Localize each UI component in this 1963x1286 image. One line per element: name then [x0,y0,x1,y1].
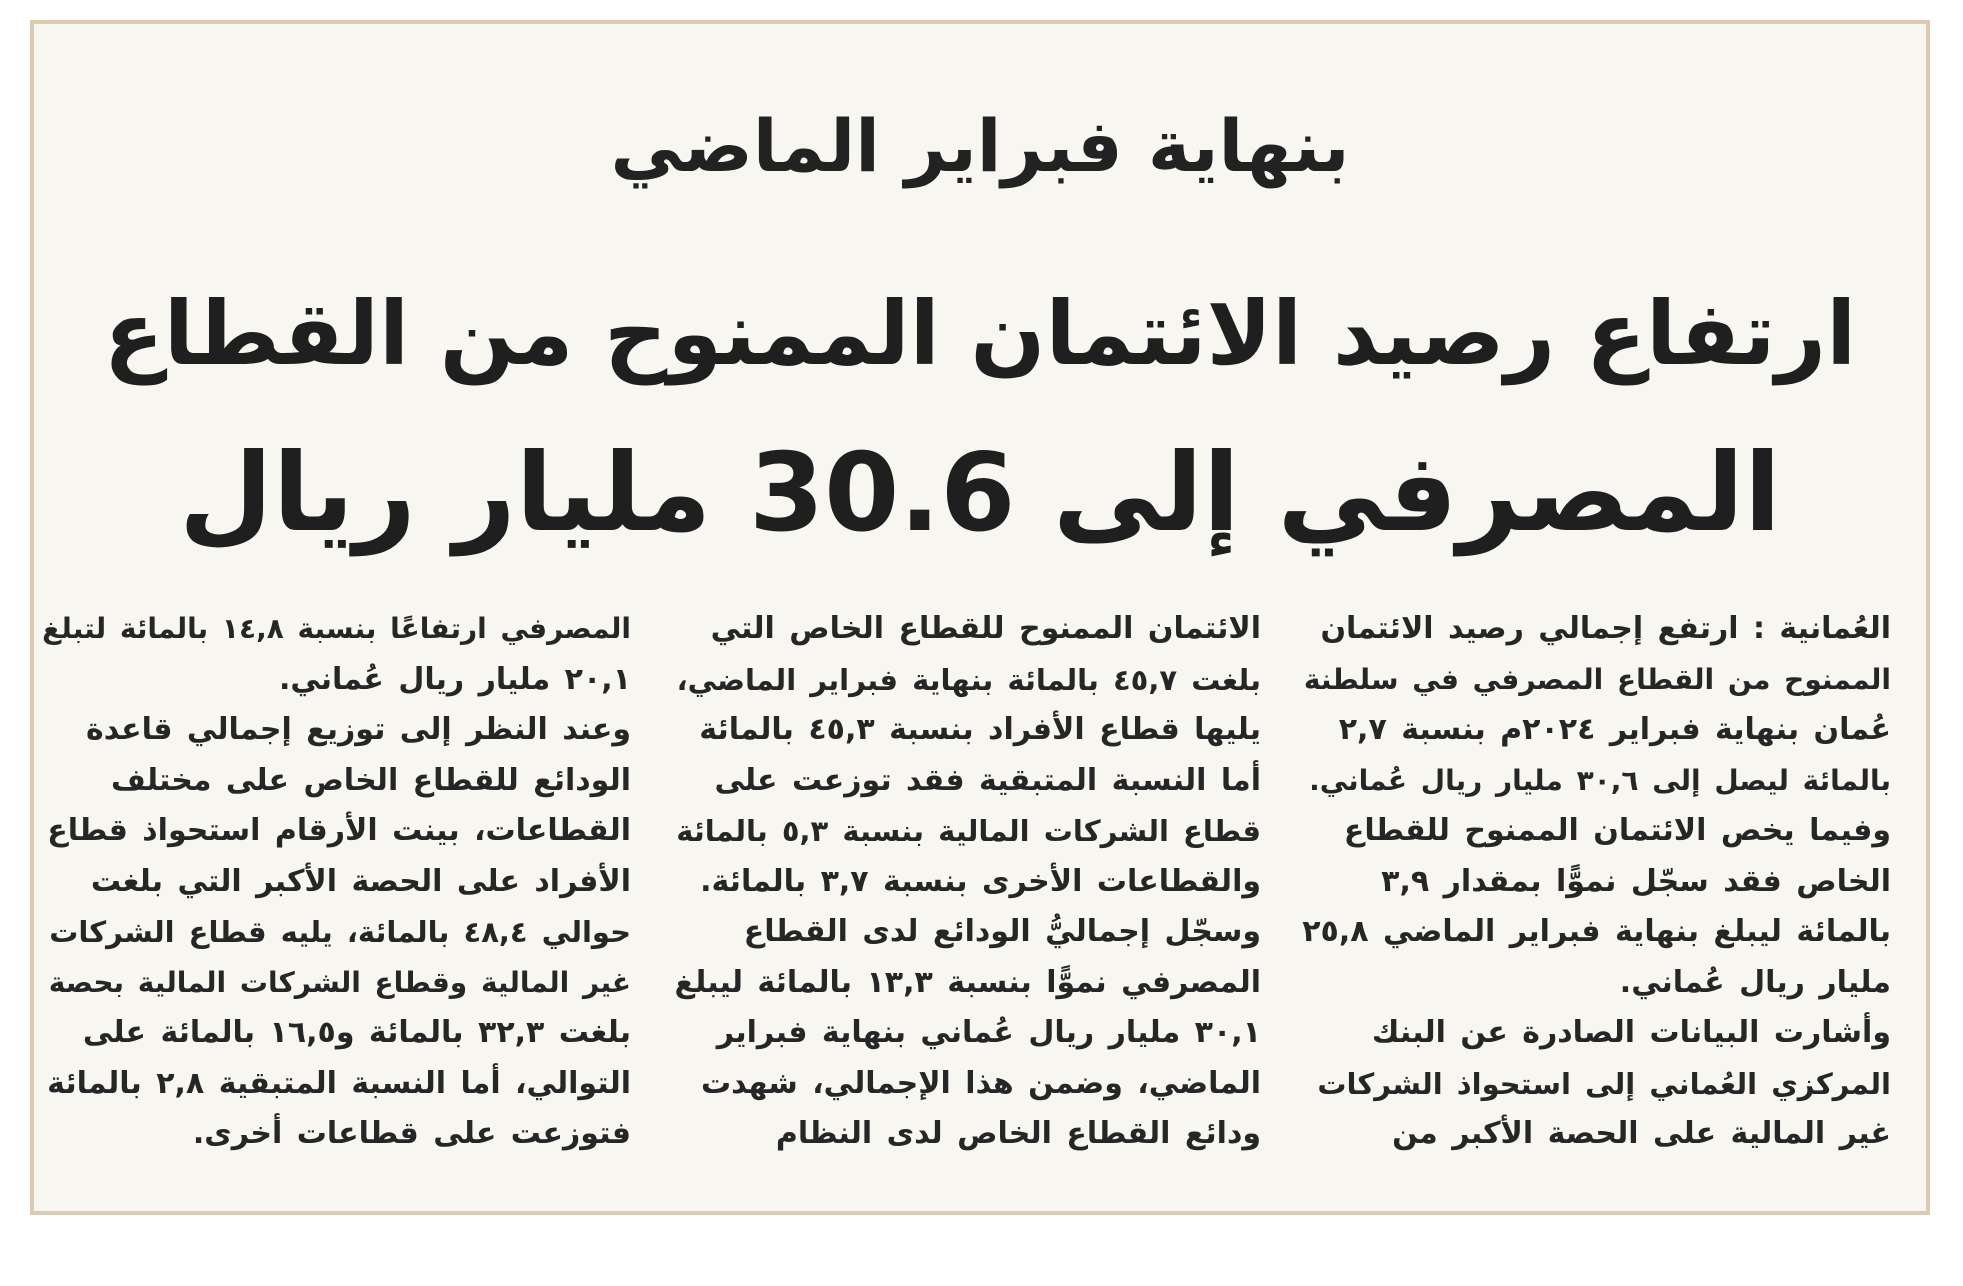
article-body [34,604,1926,1204]
body-line: الأفراد على الحصة الأكبر التي بلغت [90,863,631,899]
newspaper-clipping [30,20,1930,1215]
body-line: بلغت ٤٥,٧ بالمائة بنهاية فبراير الماضي، [676,662,1261,697]
body-line: عُمان بنهاية فبراير ٢٠٢٤م بنسبة ٢,٧ [1338,712,1891,747]
body-line: بالمائة ليبلغ بنهاية فبراير الماضي ٢٥,٨ [1302,914,1891,949]
body-line: فتوزعت على قطاعات أخرى. [192,1116,631,1151]
body-line: غير المالية على الحصة الأكبر من [1392,1116,1891,1151]
article-kicker: بنهاية فبراير الماضي [610,104,1350,188]
body-line: قطاع الشركات المالية بنسبة ٥,٣ بالمائة [676,814,1261,848]
body-line: المصرفي نموًّا بنسبة ١٣,٣ بالمائة ليبلغ [674,964,1261,1000]
body-line: وعند النظر إلى توزيع إجمالي قاعدة [86,712,631,747]
article-headline [94,254,1866,574]
body-line: حوالي ٤٨,٤ بالمائة، يليه قطاع الشركات [49,915,631,949]
body-line: المركزي العُماني إلى استحواذ الشركات [1317,1066,1891,1101]
headline-line-2: المصرفي إلى 30.6 مليار ريال [178,431,1782,556]
body-line: ٢٠,١ مليار ريال عُماني. [279,661,631,697]
body-line: القطاعات، بينت الأرقام استحواذ قطاع [47,813,631,848]
article-column-middle [671,604,1261,1160]
body-line: والقطاعات الأخرى بنسبة ٣,٧ بالمائة. [700,863,1261,899]
body-line: يليها قطاع الأفراد بنسبة ٤٥,٣ بالمائة [699,712,1261,747]
body-line: غير المالية وقطاع الشركات المالية بحصة [48,965,631,999]
body-line: التوالي، أما النسبة المتبقية ٢,٨ بالمائة [47,1065,631,1101]
article-column-left [41,604,631,1160]
body-line: ٣٠,١ مليار ريال عُماني بنهاية فبراير [716,1015,1261,1050]
body-line: المصرفي ارتفاعًا بنسبة ١٤,٨ بالمائة لتبلغ [42,612,631,645]
body-line: الائتمان الممنوح للقطاع الخاص التي [710,611,1261,646]
body-line: الودائع للقطاع الخاص على مختلف [111,762,631,798]
body-line: العُمانية : ارتفع إجمالي رصيد الائتمان [1320,611,1891,646]
body-line: وفيما يخص الائتمان الممنوح للقطاع [1343,813,1891,848]
body-line: مليار ريال عُماني. [1619,964,1891,1000]
body-line: وسجّل إجماليُّ الودائع لدى القطاع [743,914,1261,949]
body-line: ودائع القطاع الخاص لدى النظام [775,1116,1261,1151]
body-line: أما النسبة المتبقية فقد توزعت على [714,762,1261,798]
body-line: الخاص فقد سجّل نموًّا بمقدار ٣,٩ [1381,863,1891,899]
article-column-right [1301,604,1891,1160]
body-line: الممنوح من القطاع المصرفي في سلطنة [1303,662,1891,696]
body-line: الماضي، وضمن هذا الإجمالي، شهدت [700,1065,1261,1101]
body-line: بلغت ٣٢,٣ بالمائة و١٦,٥ بالمائة على [82,1015,631,1050]
body-line: بالمائة ليصل إلى ٣٠,٦ مليار ريال عُماني. [1309,763,1891,797]
headline-line-1: ارتفاع رصيد الائتمان الممنوح من القطاع [103,282,1857,385]
body-line: وأشارت البيانات الصادرة عن البنك [1371,1015,1891,1050]
